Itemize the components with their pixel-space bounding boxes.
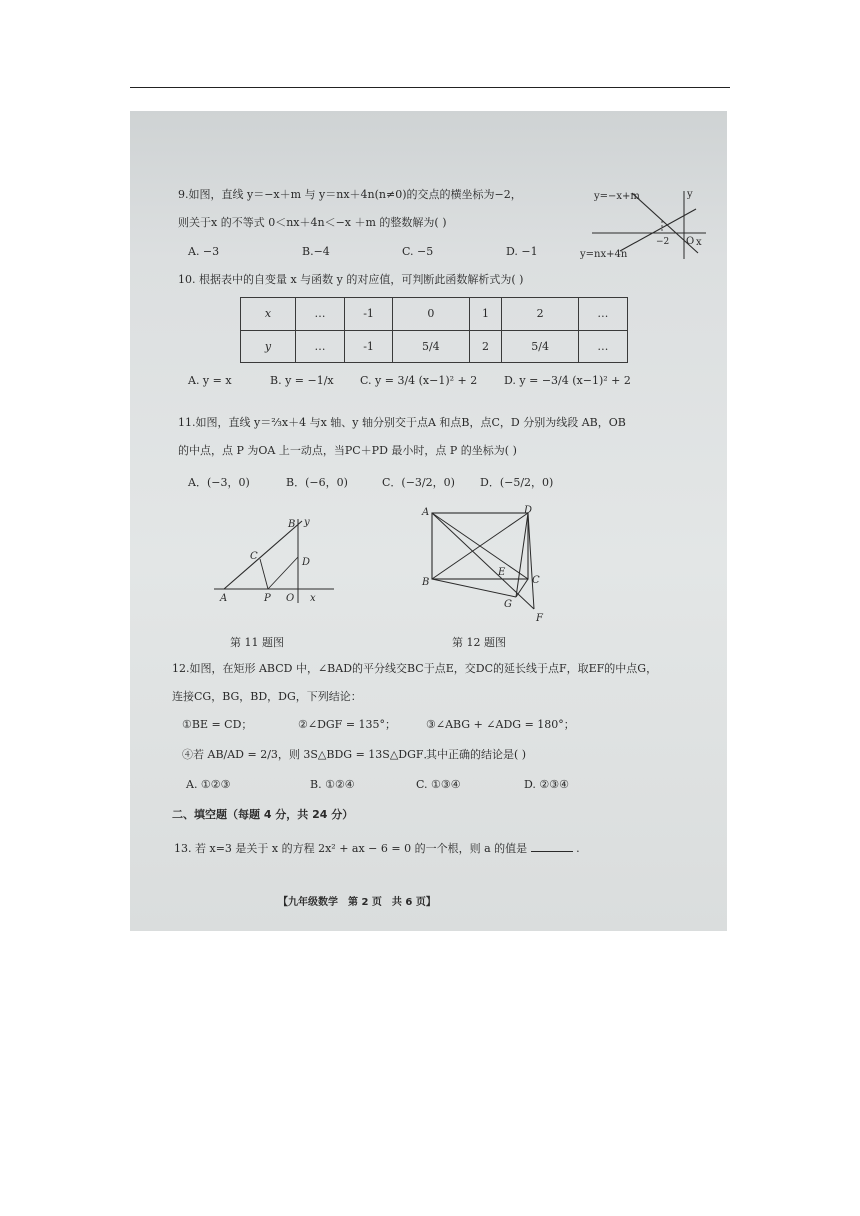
q12-conclusion-tail: 其中正确的结论是( ) — [426, 748, 527, 761]
q9-label-upper: y=−x+m — [594, 191, 640, 202]
q12-label-g: G — [504, 599, 512, 610]
q11-label-y: y — [304, 517, 310, 528]
table-row — [241, 298, 628, 331]
q12-segment-dg — [516, 513, 528, 597]
q12-label-c: C — [532, 575, 540, 586]
table-cell: 2 — [502, 298, 579, 331]
q12-conclusion-2: ②∠DGF = 135°； — [298, 718, 397, 731]
q12-label-e: E — [498, 567, 506, 578]
q12-figure-caption: 第 12 题图 — [452, 636, 506, 649]
q11-option-c: C．(−3/2，0) — [382, 476, 455, 489]
q11-option-d: D．(−5/2，0) — [480, 476, 554, 489]
table-cell: … — [578, 330, 627, 363]
q12-option-b: B. ①②④ — [310, 778, 355, 791]
q13-end: . — [576, 842, 580, 855]
q12-label-a: A — [422, 507, 430, 518]
q10-option-a: A. y = x — [188, 374, 232, 387]
q13-text: 13. 若 x=3 是关于 x 的方程 2x² + ax − 6 = 0 的一个根，则 a 的值是 — [174, 842, 528, 855]
q11-label-o: O — [286, 593, 295, 604]
q12-label-d: D — [524, 505, 533, 516]
q9-line1: 9.如图，直线 y＝−x＋m 与 y＝nx＋4n(n≠0)的交点的横坐标为−2， — [178, 188, 522, 201]
q11-line-ab — [224, 521, 302, 589]
q12-conclusion-3: ③∠ABG + ∠ADG = 180°； — [426, 718, 575, 731]
table-cell-x-label: x — [241, 298, 296, 331]
page-footer: 【九年级数学 第 2 页 共 6 页】 — [278, 897, 436, 908]
q9-option-c: C. −5 — [402, 245, 434, 258]
q12-line1: 12.如图，在矩形 ABCD 中，∠BAD的平分线交BC于点E，交DC的延长线于点F，取EF的中点G， — [172, 662, 658, 675]
q12-line2: 连接CG，BG，BD，DG，下列结论： — [172, 690, 362, 703]
table-cell: -1 — [345, 330, 393, 363]
q13-answer-blank — [531, 841, 573, 852]
q9-figure — [580, 181, 710, 261]
exam-page-photo — [130, 111, 727, 931]
q9-option-d: D. −1 — [506, 245, 538, 258]
q12-label-b: B — [422, 577, 430, 588]
table-cell: … — [296, 298, 345, 331]
table-cell: … — [578, 298, 627, 331]
q11-option-a: A．(−3，0) — [188, 476, 250, 489]
table-cell: 1 — [469, 298, 502, 331]
q9-option-a: A. −3 — [188, 245, 220, 258]
q12-conclusion-4: ④若 AB/AD = 2/3，则 3S△BDG = 13S△DGF． — [182, 748, 435, 761]
q11-label-p: P — [264, 593, 271, 604]
q11-label-a: A — [220, 593, 228, 604]
table-cell: 5/4 — [502, 330, 579, 363]
header-rule — [130, 87, 730, 88]
table-cell: 5/4 — [393, 330, 470, 363]
q12-bisector-af — [432, 513, 534, 609]
q9-line2: 则关于x 的不等式 0＜nx＋4n＜−x ＋m 的整数解为( ) — [178, 216, 447, 229]
table-cell-y-label: y — [241, 330, 296, 363]
q11-label-c: C — [250, 551, 258, 562]
q9-label-x: x — [696, 237, 702, 248]
q10-value-table — [240, 297, 628, 363]
q11-segment-pd — [268, 557, 298, 589]
q11-line2: 的中点，点 P 为OA 上一动点，当PC＋PD 最小时，点 P 的坐标为( ) — [178, 444, 517, 457]
q9-label-lower: y=nx+4n — [580, 249, 628, 260]
q10-option-c: C. y = 3/4 (x−1)² + 2 — [360, 374, 478, 387]
q11-figure-caption: 第 11 题图 — [230, 636, 284, 649]
q10-option-d: D. y = −3/4 (x−1)² + 2 — [504, 374, 631, 387]
q12-label-f: F — [536, 613, 543, 624]
q12-figure — [418, 505, 558, 629]
q12-option-d: D. ②③④ — [524, 778, 570, 791]
q12-segment-bg — [432, 579, 516, 597]
q9-label-y: y — [687, 189, 693, 200]
q11-label-b: B — [288, 519, 296, 530]
table-cell: -1 — [345, 298, 393, 331]
q13-stem — [174, 841, 580, 857]
q12-dc-extension — [528, 513, 534, 609]
q11-label-x: x — [310, 593, 316, 604]
q12-conclusion-1: ①BE = CD； — [182, 718, 253, 731]
q12-option-a: A. ①②③ — [186, 778, 231, 791]
q11-option-b: B．(−6，0) — [286, 476, 348, 489]
q9-option-b: B.−4 — [302, 245, 330, 258]
table-cell: 0 — [393, 298, 470, 331]
q12-option-c: C. ①③④ — [416, 778, 461, 791]
table-cell: … — [296, 330, 345, 363]
q9-label-tick: −2 — [656, 237, 670, 247]
q11-figure — [210, 513, 350, 605]
q11-line1: 11.如图，直线 y＝⅔x＋4 与x 轴、y 轴分别交于点A 和点B，点C，D 分别为线段 AB，OB — [178, 416, 626, 429]
q11-segment-pc — [260, 559, 268, 589]
q10-stem: 10. 根据表中的自变量 x 与函数 y 的对应值，可判断此函数解析式为( ) — [178, 273, 524, 286]
q9-label-origin: O — [686, 236, 695, 247]
table-cell: 2 — [469, 330, 502, 363]
q11-label-d: D — [302, 557, 311, 568]
q10-option-b: B. y = −1/x — [270, 374, 334, 387]
section2-heading: 二、填空题（每题 4 分，共 24 分） — [172, 808, 354, 821]
table-row — [241, 330, 628, 363]
